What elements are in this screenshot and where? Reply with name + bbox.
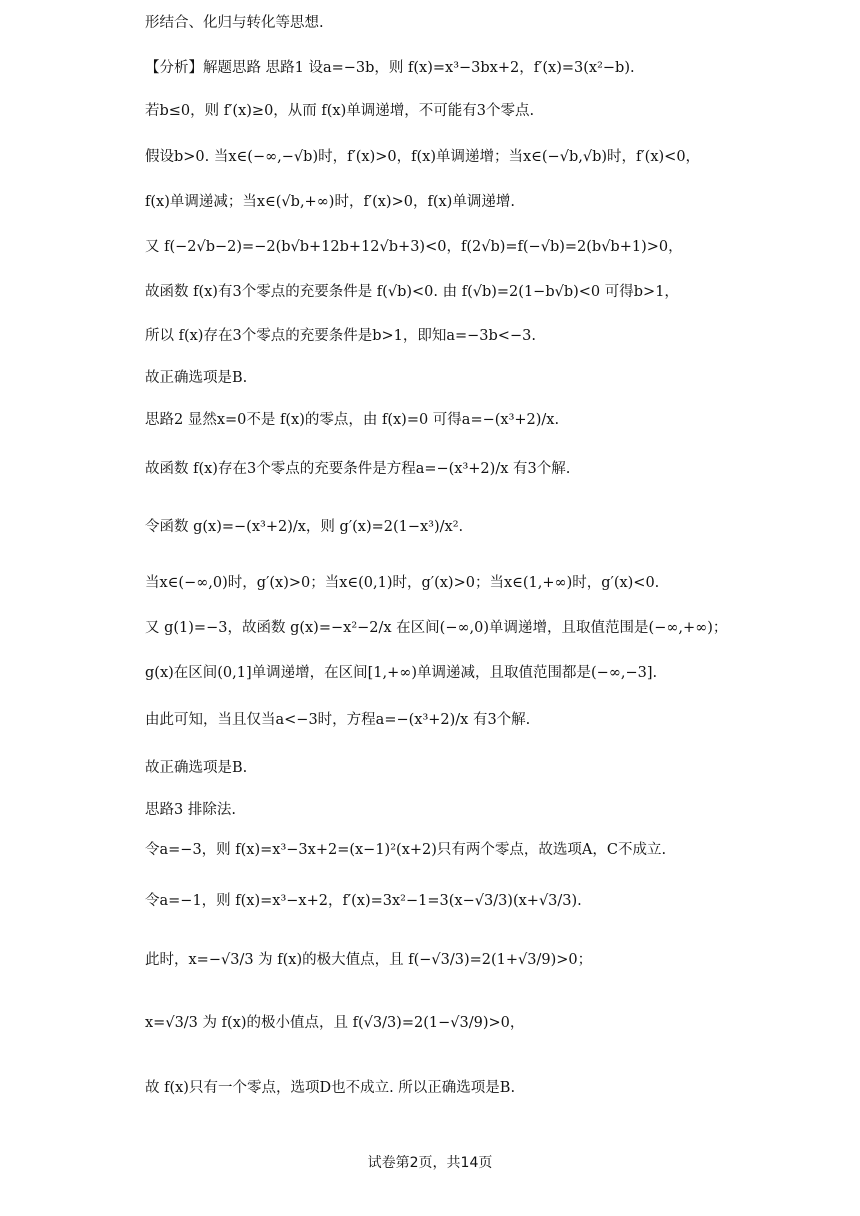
text-line: f(x)单调递减；当x∈(√b,+∞)时，f′(x)>0，f(x)单调递增.	[145, 194, 515, 210]
text-line: 故函数 f(x)存在3个零点的充要条件是方程a=−(x³+2)/x 有3个解.	[145, 461, 571, 477]
text-line: 思路3 排除法.	[145, 802, 236, 818]
text-line: 假设b>0. 当x∈(−∞,−√b)时，f′(x)>0，f(x)单调递增；当x∈(−√b,√b)时，f′(x)<0，	[145, 149, 701, 165]
text-line: 故函数 f(x)有3个零点的充要条件是 f(√b)<0. 由 f(√b)=2(1−b√b)<0 可得b>1，	[145, 284, 679, 300]
text-line: 若b≤0，则 f′(x)≥0，从而 f(x)单调递增，不可能有3个零点.	[145, 103, 535, 119]
text-line: 当x∈(−∞,0)时，g′(x)>0；当x∈(0,1)时，g′(x)>0；当x∈(1,+∞)时，g′(x)<0.	[145, 575, 660, 591]
text-line: 此时，x=−√3/3 为 f(x)的极大值点，且 f(−√3/3)=2(1+√3/9)>0；	[145, 952, 593, 968]
text-line: x=√3/3 为 f(x)的极小值点，且 f(√3/3)=2(1−√3/9)>0，	[145, 1015, 525, 1031]
text-line: 形结合、化归与转化等思想.	[145, 15, 324, 31]
text-line: 所以 f(x)存在3个零点的充要条件是b>1，即知a=−3b<−3.	[145, 328, 536, 344]
text-line: 由此可知，当且仅当a<−3时，方程a=−(x³+2)/x 有3个解.	[145, 712, 531, 728]
text-line: 令a=−3，则 f(x)=x³−3x+2=(x−1)²(x+2)只有两个零点，故选项A，C不成立.	[145, 842, 667, 858]
text-line: 故正确选项是B.	[145, 370, 248, 386]
text-line: 思路2 显然x=0不是 f(x)的零点，由 f(x)=0 可得a=−(x³+2)/x.	[145, 412, 560, 428]
text-line: 故 f(x)只有一个零点，选项D也不成立. 所以正确选项是B.	[145, 1080, 516, 1096]
page-footer: 试卷第2页，共14页	[367, 1155, 493, 1171]
text-line: 又 f(−2√b−2)=−2(b√b+12b+12√b+3)<0，f(2√b)=f(−√b)=2(b√b+1)>0，	[145, 239, 683, 255]
text-line: 又 g(1)=−3，故函数 g(x)=−x²−2/x 在区间(−∞,0)单调递增，且取值范围是(−∞,+∞)；	[145, 620, 728, 636]
text-line: 令a=−1，则 f(x)=x³−x+2，f′(x)=3x²−1=3(x−√3/3)(x+√3/3).	[145, 893, 582, 909]
text-line: 令函数 g(x)=−(x³+2)/x，则 g′(x)=2(1−x³)/x².	[145, 519, 464, 535]
text-line: 故正确选项是B.	[145, 760, 248, 776]
text-line: 【分析】解题思路 思路1 设a=−3b，则 f(x)=x³−3bx+2，f′(x)=3(x²−b).	[145, 60, 635, 76]
text-line: g(x)在区间(0,1]单调递增，在区间[1,+∞)单调递减，且取值范围都是(−∞,−3].	[145, 665, 658, 681]
